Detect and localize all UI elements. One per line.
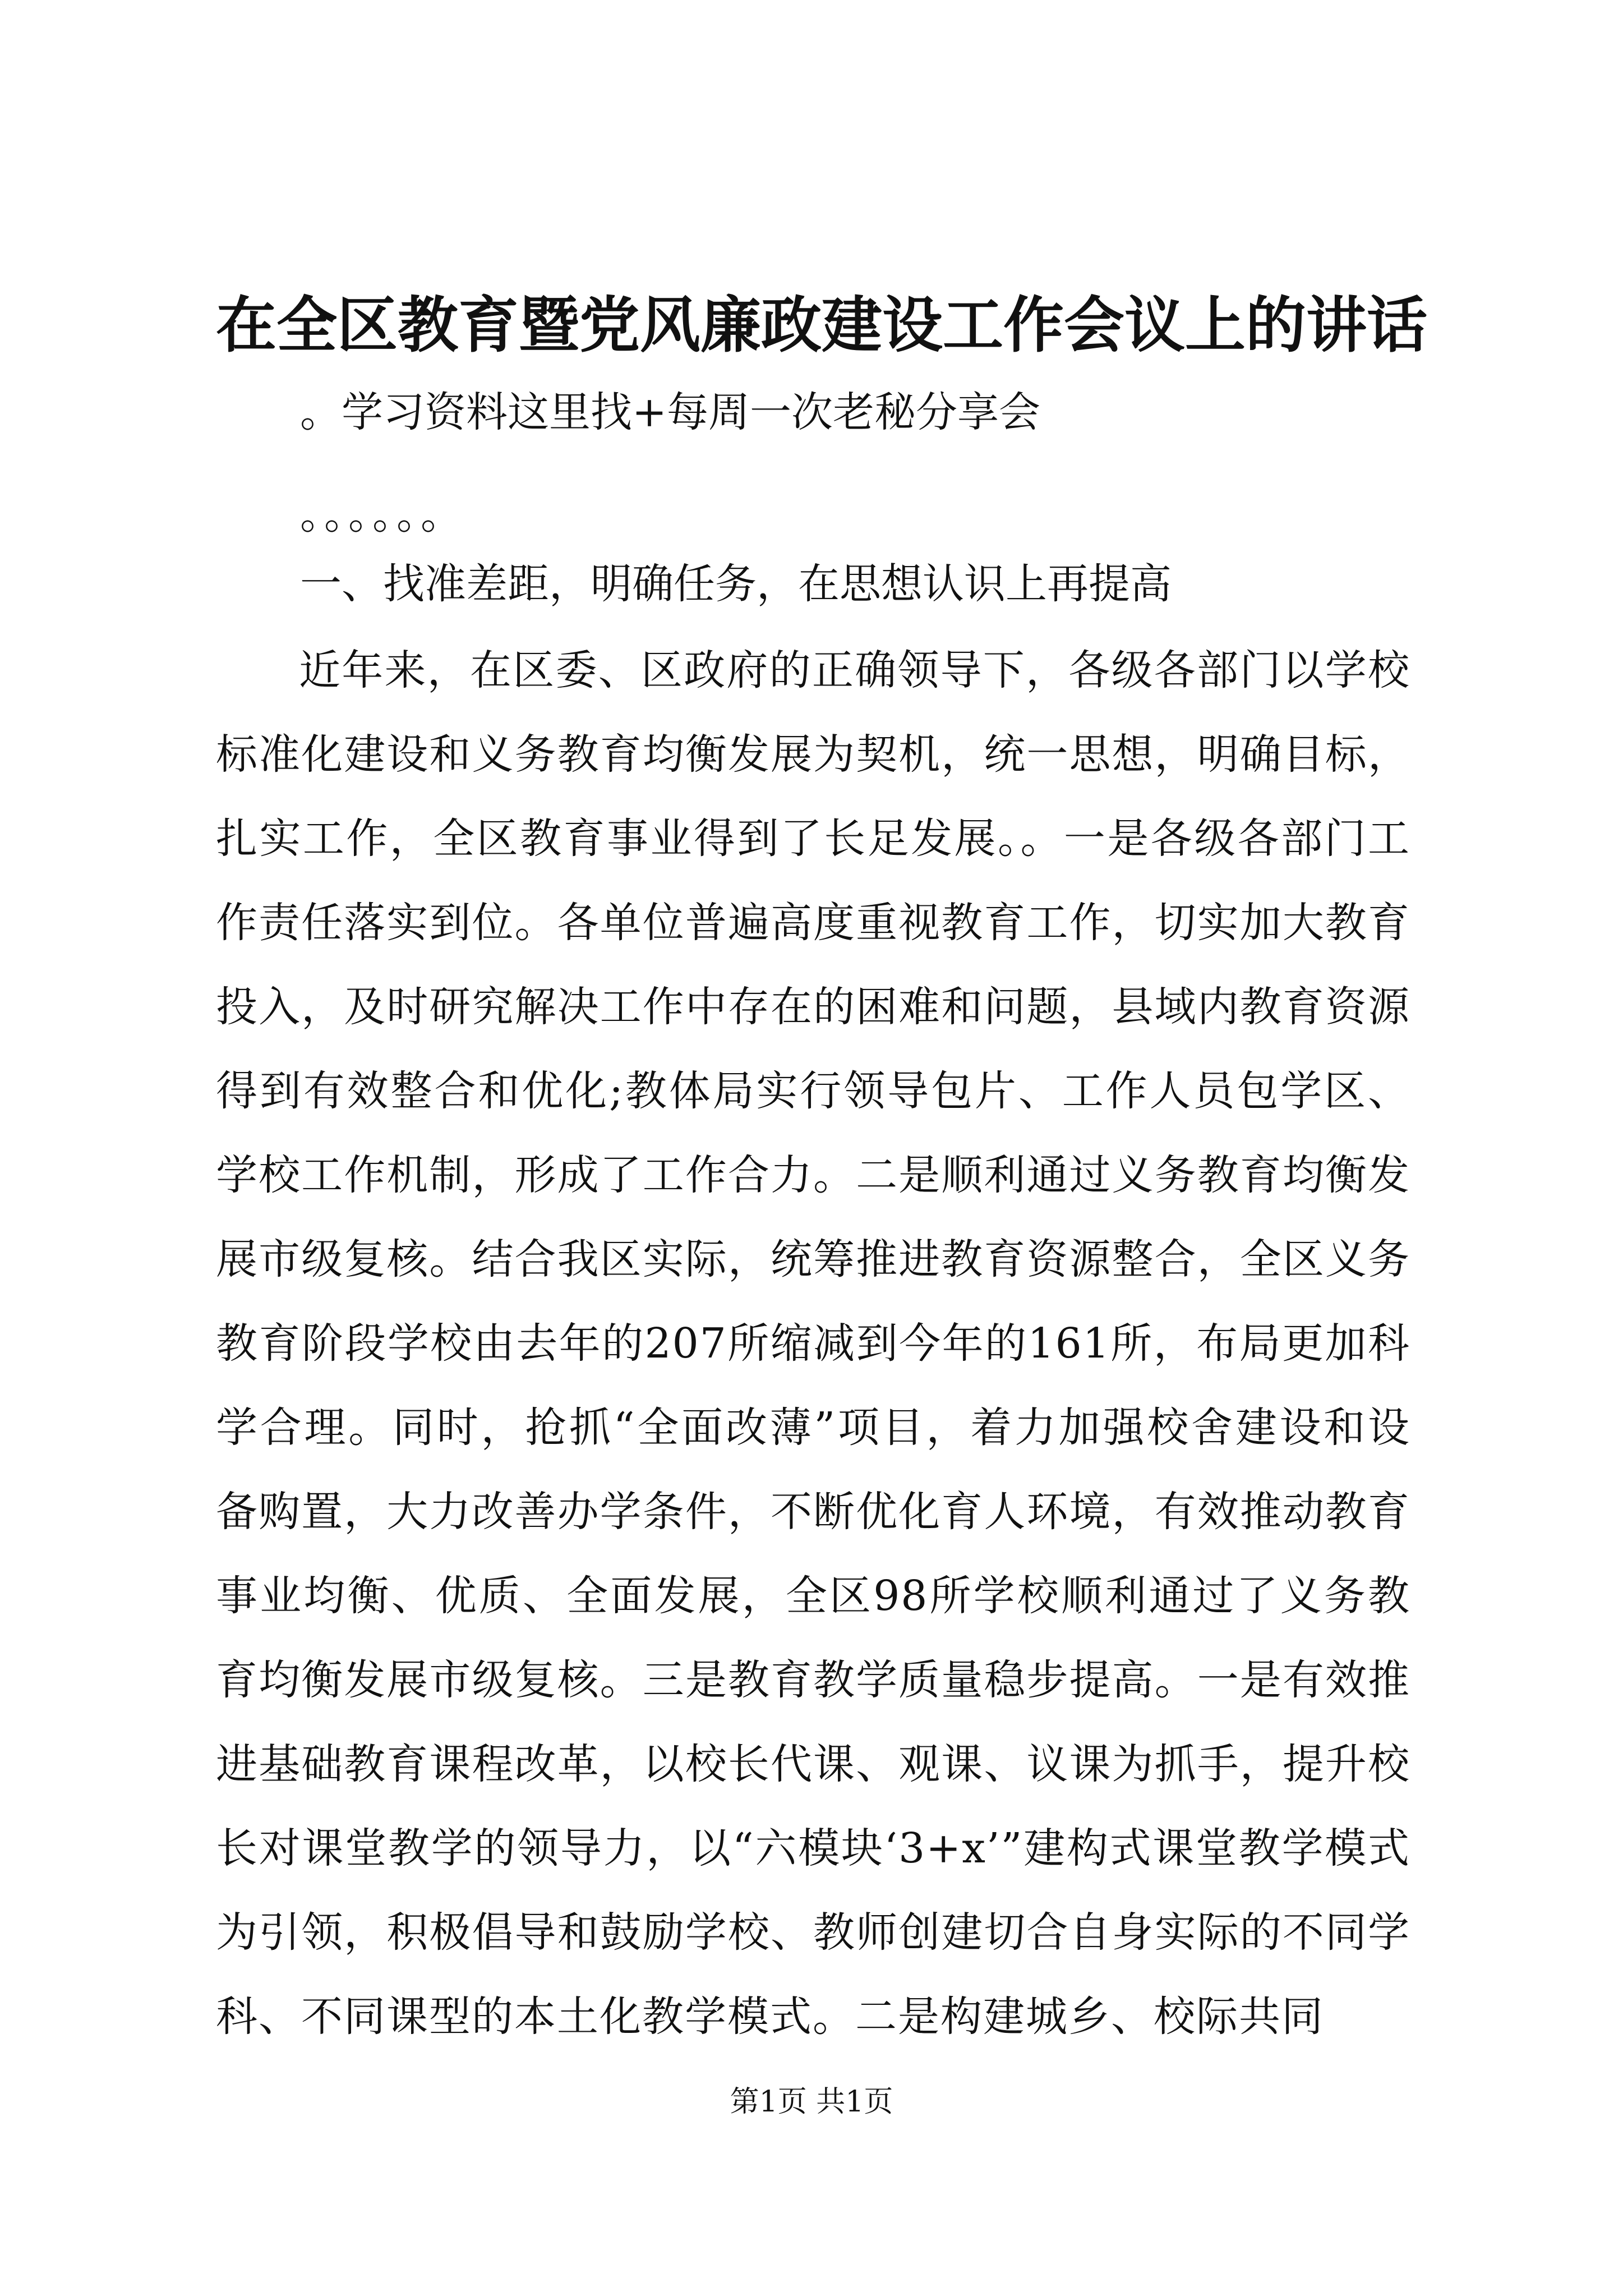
body-paragraph: 近年来，在区委、区政府的正确领导下，各级各部门以学校标准化建设和义务教育均衡发展为契机，统一思想，明确目标，扎实工作，全区教育事业得到了长足发展。。一是各级各部门工作责任落实到位。各单位普遍高度重视教育工作，切实加大教育投入，及时研究解决工作中存在的困难和问题，县域内教育资源得到有效整合和优化;教体局实行领导包片、工作人员包学区、学校工作机制，形成了工作合力。二是顺利通过义务教育均衡发展市级复核。结合我区实际，统筹推进教育资源整合，全区义务教育阶段学校由去年的207所缩减到今年的161所，布局更加科学合理。同时，抢抓“全面改薄”项目，着力加强校舍建设和设备购置，大力改善办学条件，不断优化育人环境，有效推动教育事业均衡、优质、全面发展，全区98所学校顺利通过了义务教育均衡发展市级复核。三是教育教学质量稳步提高。一是有效推进基础教育课程改革，以校长代课、观课、议课为抓手，提升校长对课堂教学的领导力，以“六模块‘3+x’”建构式课堂教学模式为引领，积极倡导和鼓励学校、教师创建切合自身实际的不同学科、不同课型的本土化教学模式。二是构建城乡、校际共同 bbox=[216, 646, 1410, 2041]
document-title: 在全区教育暨党风廉政建设工作会议上的讲话 bbox=[216, 290, 1428, 361]
promo-line: 。学习资料这里找+每周一次老秘分享会 bbox=[300, 388, 1041, 436]
page-footer: 第1页 共1页 bbox=[730, 2085, 893, 2119]
section-heading: 一、找准差距，明确任务，在思想认识上再提高 bbox=[300, 560, 1172, 608]
dots-line: 。。。。。。 bbox=[300, 490, 465, 539]
